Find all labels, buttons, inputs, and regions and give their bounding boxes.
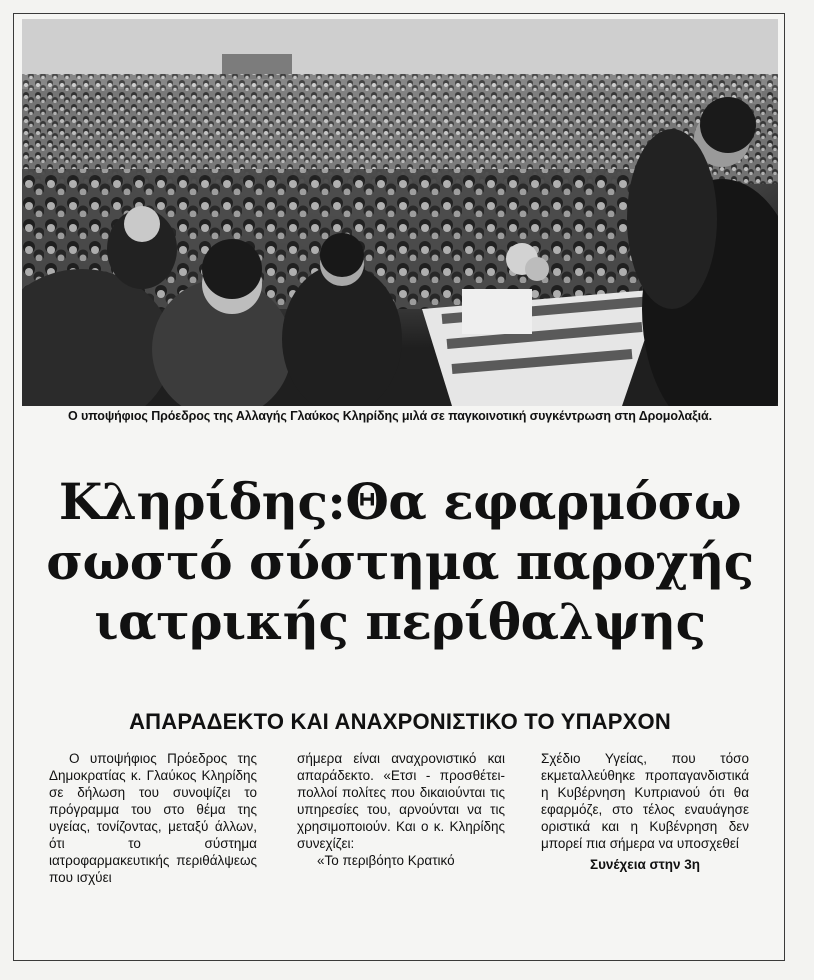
article-column-2 bbox=[297, 750, 505, 869]
headline-line-2: σωστό σύστημα παροχής bbox=[46, 532, 754, 591]
article-paragraph: Σχέδιο Υγείας, που τόσο εκμεταλλεύθηκε προπαγανδιστικά η Κυβέρνηση Κυπριανού ότι θα εφαρμόζε, στο τέλος εναυάγησε οριστικά και η Κυβένρηση δεν μπορεί πια σήμερα να υποσχεθεί bbox=[541, 751, 749, 851]
subheadline: ΑΠΑΡΑΔΕΚΤΟ ΚΑΙ ΑΝΑΧΡΟΝΙΣΤΙΚΟ ΤΟ ΥΠΑΡΧΟΝ bbox=[129, 709, 671, 734]
newspaper-clipping bbox=[13, 13, 785, 961]
article-paragraph: σήμερα είναι αναχρονιστικό και απαράδεκτο. «Ετσι - προσθέτει- πολλοί πολίτες που δικαιούνται τις υπηρεσίες του, αρνούνται να τις χρησιμοποιούν. Και ο κ. Κληρίδης συνεχίζει: bbox=[297, 751, 505, 851]
headline-line-1: Κληρίδης:Θα εφαρμόσω bbox=[58, 472, 742, 531]
crowd-photo bbox=[22, 19, 778, 406]
crowd-photo-image bbox=[22, 19, 778, 406]
article-paragraph: «Το περιβόητο Κρατικό bbox=[317, 853, 455, 868]
photo-caption: Ο υποψήφιος Πρόεδρος της Αλλαγής Γλαύκος Κληρίδης μιλά σε παγκοινοτική συγκέντρωση στη Δρομολαξιά. bbox=[68, 409, 712, 423]
headline bbox=[22, 472, 778, 652]
headline-line-3: ιατρικής περίθαλψης bbox=[94, 592, 706, 651]
article-column-3 bbox=[541, 750, 749, 873]
continued-on-page: Συνέχεια στην 3η bbox=[589, 857, 701, 872]
article-column-1 bbox=[49, 750, 257, 886]
article-paragraph: Ο υποψήφιος Πρόεδρος της Δημοκρατίας κ. Γλαύκος Κληρίδης σε δήλωση του συνοψίζει το πρόγραμμα του στο θέμα της υγείας, τονίζοντας, μεταξύ άλλων, ότι το σύστημα ιατροφαρμακευτικής περιθάλψεως που ισχύει bbox=[49, 751, 257, 885]
